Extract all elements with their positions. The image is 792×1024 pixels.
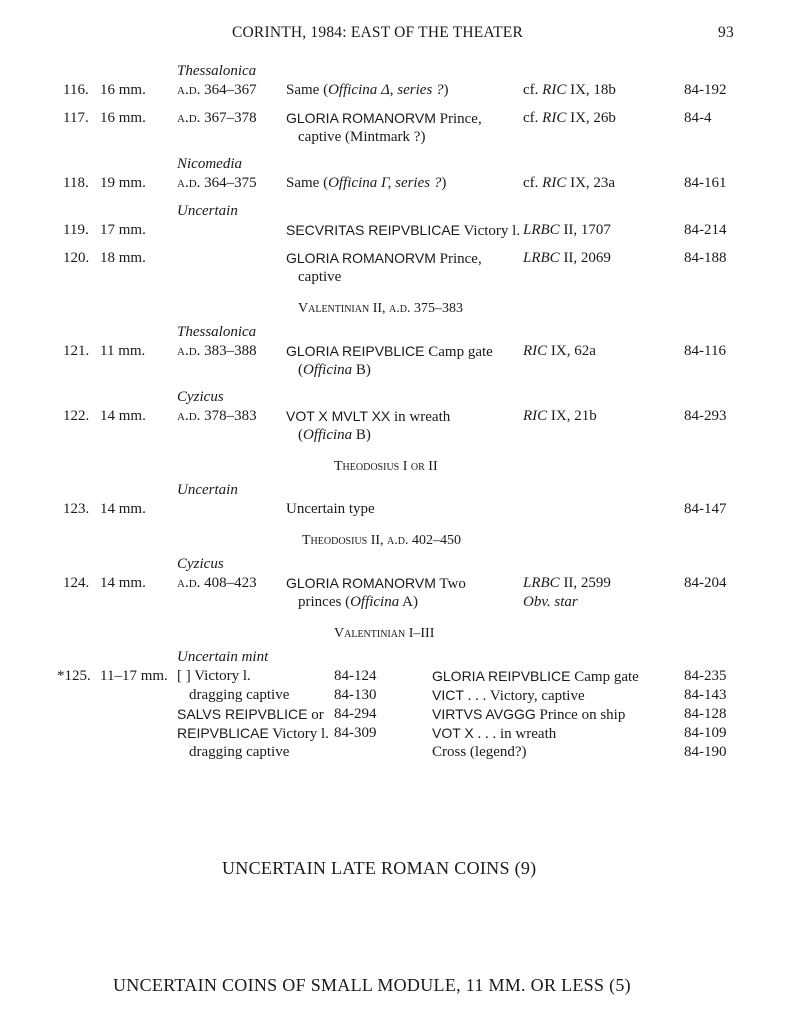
inventory-number: 84-188	[684, 250, 727, 266]
inventory-number: 84-204	[684, 575, 727, 591]
inventory-number: 84-192	[684, 82, 727, 98]
coin-size: 11 mm.	[100, 343, 146, 359]
coin-size: 14 mm.	[100, 575, 146, 591]
coin-type: [ ] Victory l.	[177, 668, 251, 684]
coin-size: 14 mm.	[100, 501, 146, 517]
mint-name: Uncertain	[177, 482, 238, 498]
mint-name: Cyzicus	[177, 556, 224, 572]
catalogue-number: 120.	[63, 250, 90, 266]
coin-size: 11–17 mm.	[100, 668, 168, 684]
reference: cf. RIC IX, 23a	[523, 175, 616, 191]
coin-type: GLORIA REIPVBLICE Camp gate	[432, 668, 639, 685]
reference: cf. RIC IX, 18b	[523, 82, 616, 98]
coin-type-continued: princes (Officina A)	[298, 594, 418, 610]
inventory-number: 84-294	[334, 706, 377, 722]
catalogue-number: 124.	[63, 575, 90, 591]
mint-name: Thessalonica	[177, 63, 257, 79]
coin-type: REIPVBLICAE Victory l.	[177, 725, 329, 742]
coin-type: dragging captive	[189, 744, 290, 760]
catalogue-number: 116.	[63, 82, 89, 98]
coin-type: GLORIA ROMANORVM Prince,	[286, 110, 482, 127]
coin-type: Same (Officina Δ, series ?)	[286, 82, 449, 98]
coin-date: a.d. 364–367	[177, 82, 257, 98]
coin-type-continued: (Officina B)	[298, 362, 371, 378]
coin-size: 16 mm.	[100, 110, 146, 126]
coin-type: Same (Officina Γ, series ?)	[286, 175, 447, 191]
coin-type-continued: captive	[298, 269, 342, 285]
coin-date: a.d. 408–423	[177, 575, 257, 591]
inventory-number: 84-161	[684, 175, 727, 191]
catalogue-number: 117.	[63, 110, 89, 126]
coin-date: a.d. 378–383	[177, 408, 257, 424]
coin-type: Cross (legend?)	[432, 744, 527, 760]
coin-type-continued: captive (Mintmark ?)	[298, 129, 426, 145]
inventory-number: 84-128	[684, 706, 727, 722]
catalogue-number: 118.	[63, 175, 89, 191]
page-number: 93	[718, 24, 734, 41]
coin-size: 19 mm.	[100, 175, 146, 191]
reference: RIC IX, 21b	[523, 408, 597, 424]
mint-name: Thessalonica	[177, 324, 257, 340]
catalogue-number: 121.	[63, 343, 90, 359]
reference: cf. RIC IX, 26b	[523, 110, 616, 126]
inventory-number: 84-147	[684, 501, 727, 517]
coin-type: Uncertain type	[286, 501, 375, 517]
ruler-heading: Theodosius II, a.d. 402–450	[302, 533, 461, 548]
coin-type: dragging captive	[189, 687, 290, 703]
inventory-number: 84-190	[684, 744, 727, 760]
inventory-number: 84-116	[684, 343, 726, 359]
coin-date: a.d. 364–375	[177, 175, 257, 191]
coin-type: VOT X MVLT XX in wreath	[286, 408, 451, 425]
catalogue-number: 119.	[63, 222, 89, 238]
inventory-number: 84-4	[684, 110, 712, 126]
coin-size: 14 mm.	[100, 408, 146, 424]
inventory-number: 84-293	[684, 408, 727, 424]
coin-size: 17 mm.	[100, 222, 146, 238]
running-header-title: CORINTH, 1984: EAST OF THE THEATER	[232, 24, 523, 41]
inventory-number: 84-309	[334, 725, 377, 741]
catalogue-number: *125.	[57, 668, 91, 684]
ruler-heading: Theodosius I or II	[334, 459, 438, 474]
mint-name: Nicomedia	[177, 156, 242, 172]
catalogue-number: 123.	[63, 501, 90, 517]
reference-note: Obv. star	[523, 594, 578, 610]
ruler-heading: Valentinian I–III	[334, 626, 435, 641]
inventory-number: 84-124	[334, 668, 377, 684]
coin-type: SECVRITAS REIPVBLICAE Victory l.	[286, 222, 521, 239]
coin-date: a.d. 367–378	[177, 110, 257, 126]
catalogue-number: 122.	[63, 408, 90, 424]
inventory-number: 84-143	[684, 687, 727, 703]
mint-name: Uncertain	[177, 203, 238, 219]
reference: RIC IX, 62a	[523, 343, 596, 359]
reference: LRBC II, 1707	[523, 222, 611, 238]
coin-type-continued: (Officina B)	[298, 427, 371, 443]
coin-type: VIRTVS AVGGG Prince on ship	[432, 706, 626, 723]
coin-type: GLORIA REIPVBLICE Camp gate	[286, 343, 493, 360]
coin-type: GLORIA ROMANORVM Two	[286, 575, 466, 592]
inventory-number: 84-214	[684, 222, 727, 238]
mint-name: Uncertain mint	[177, 649, 269, 665]
inventory-number: 84-130	[334, 687, 377, 703]
reference: LRBC II, 2599	[523, 575, 611, 591]
coin-type: GLORIA ROMANORVM Prince,	[286, 250, 482, 267]
inventory-number: 84-109	[684, 725, 727, 741]
ruler-heading: Valentinian II, a.d. 375–383	[298, 301, 463, 316]
coin-type: SALVS REIPVBLICE or	[177, 706, 324, 723]
coin-type: VICT . . . Victory, captive	[432, 687, 585, 704]
coin-date: a.d. 383–388	[177, 343, 257, 359]
mint-name: Cyzicus	[177, 389, 224, 405]
coin-size: 16 mm.	[100, 82, 146, 98]
reference: LRBC II, 2069	[523, 250, 611, 266]
section-heading: UNCERTAIN LATE ROMAN COINS (9)	[222, 858, 537, 878]
section-heading: UNCERTAIN COINS OF SMALL MODULE, 11 MM. OR LESS (5)	[113, 975, 631, 995]
inventory-number: 84-235	[684, 668, 727, 684]
coin-type: VOT X . . . in wreath	[432, 725, 557, 742]
coin-size: 18 mm.	[100, 250, 146, 266]
